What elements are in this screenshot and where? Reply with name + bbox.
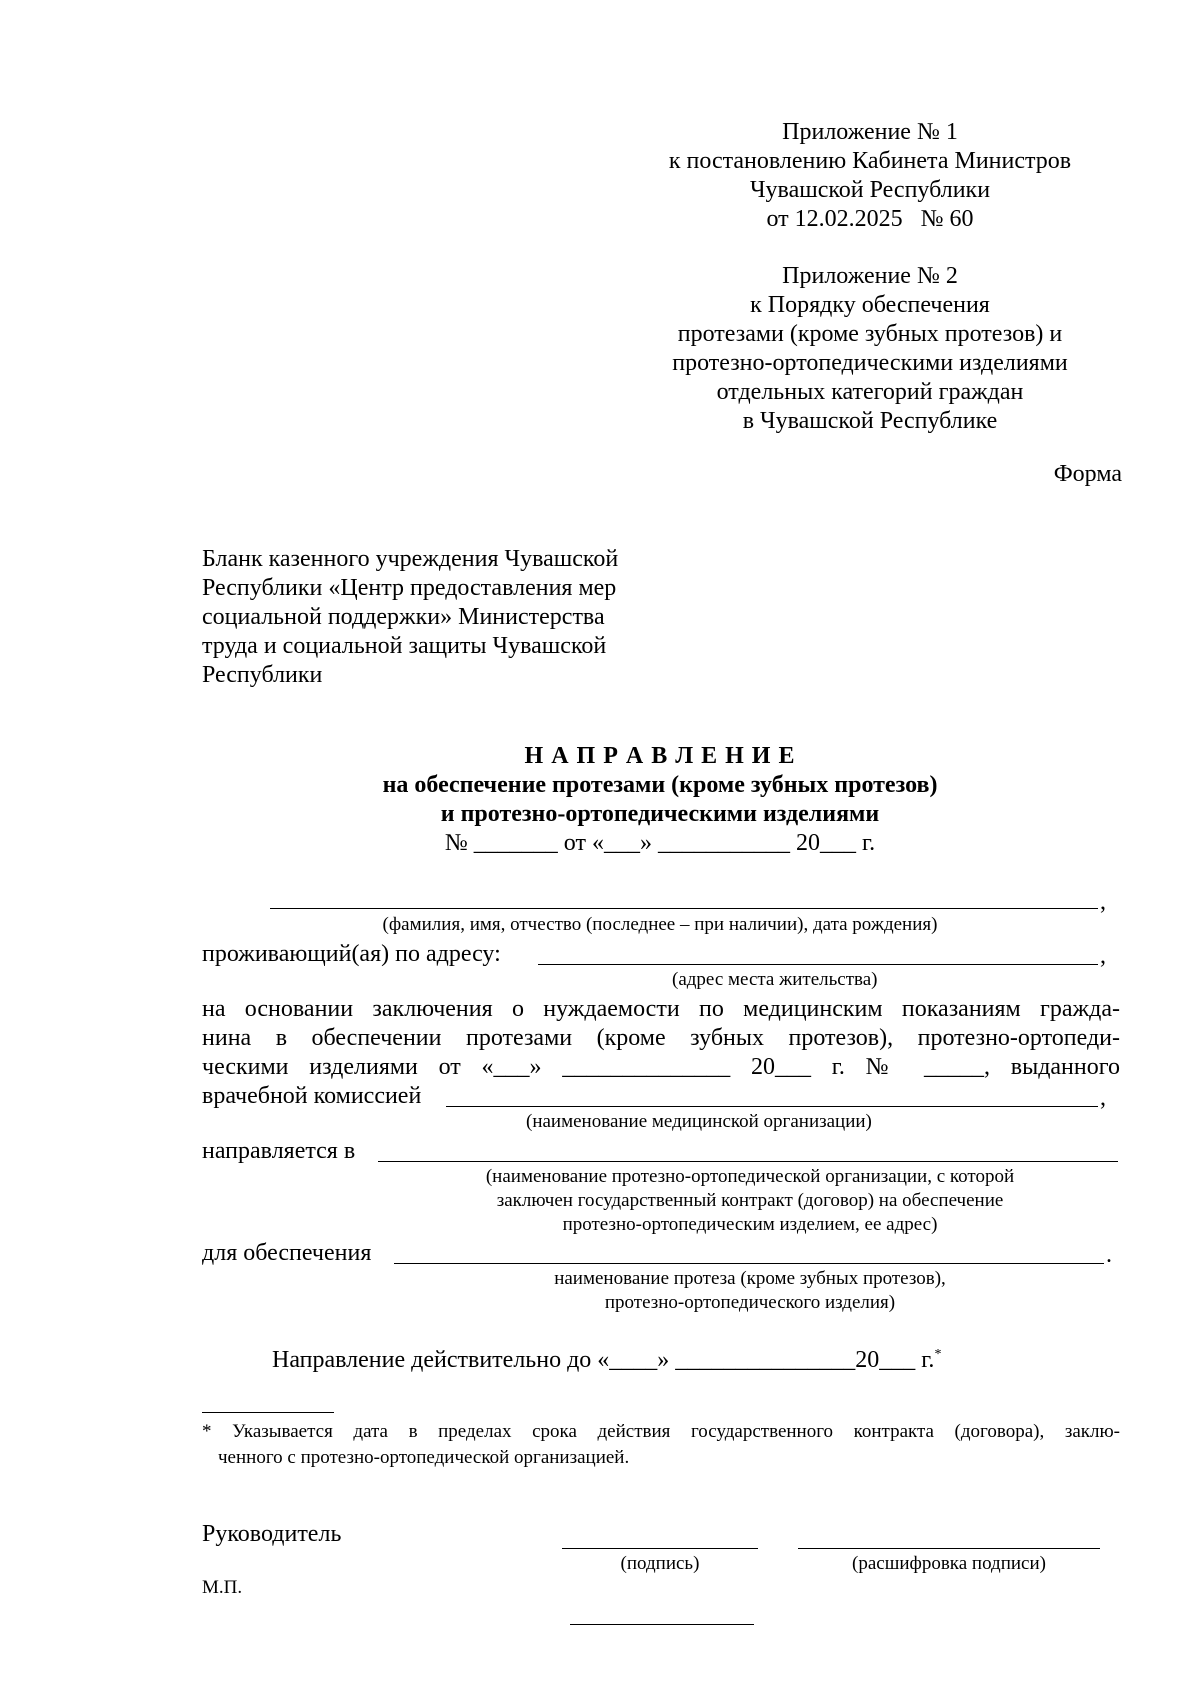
footnote-line1: * Указывается дата в пределах срока действия государственного контракта (договора), заклю-: [202, 1421, 1120, 1442]
commission-comma: ,: [1100, 1085, 1106, 1111]
title-line3: и протезно-ортопедическими изделиями: [440, 801, 880, 827]
fio-comma: ,: [1100, 889, 1106, 915]
head-label: Руководитель: [202, 1521, 342, 1547]
provide-period: .: [1106, 1242, 1112, 1268]
institution-line1: Бланк казенного учреждения Чувашской: [202, 546, 619, 572]
appendix2-line3: протезами (кроме зубных протезов) и: [677, 321, 1063, 347]
title-heading: Н А П Р А В Л Е Н И Е: [524, 743, 796, 769]
appendix1-block: [660, 118, 1080, 234]
fio-field-line[interactable]: [270, 908, 1098, 909]
address-label: проживающий(ая) по адресу:: [202, 941, 501, 967]
sent-label: направляется в: [202, 1138, 356, 1164]
decode-caption: (расшифровка подписи): [852, 1553, 1046, 1574]
commission-field-line[interactable]: [446, 1106, 1098, 1107]
title-number-line: № _______ от «___» ___________ 20___ г.: [444, 830, 876, 856]
footnote-line2: ченного с протезно-ортопедической организацией.: [218, 1447, 630, 1468]
form-label: Форма: [1053, 461, 1122, 487]
sent-caption-line3: протезно-ортопедическим изделием, ее адрес): [562, 1214, 938, 1235]
provide-label: для обеспечения: [202, 1240, 372, 1266]
valid-until-footnote-mark: *: [934, 1347, 942, 1362]
address-comma: ,: [1100, 943, 1106, 969]
appendix2-line4: протезно-ортопедическими изделиями: [672, 350, 1068, 376]
paragraph-line2: нина в обеспечении протезами (кроме зубных протезов), протезно-ортопеди-: [202, 1025, 1120, 1051]
sent-caption: [380, 1165, 1120, 1237]
paragraph-line1: на основании заключения о нуждаемости по медицинским показаниям гражда-: [202, 996, 1120, 1022]
document-title: [200, 742, 1120, 829]
address-field-line[interactable]: [538, 964, 1098, 965]
provide-caption-line1: наименование протеза (кроме зубных протезов),: [554, 1268, 946, 1289]
footnote-separator: [202, 1412, 334, 1413]
stamp-label: М.П.: [202, 1577, 243, 1598]
appendix2-line6: в Чувашской Республике: [742, 408, 998, 434]
institution-line5: Республики: [202, 662, 323, 688]
valid-until-line: [272, 1346, 941, 1375]
appendix1-line2: к постановлению Кабинета Министров: [668, 148, 1072, 174]
appendix2-block: [660, 262, 1080, 436]
institution-blank: [202, 545, 618, 690]
appendix2-line5: отдельных категорий граждан: [716, 379, 1024, 405]
appendix1-line3: Чувашской Республики: [749, 177, 991, 203]
paragraph-line3: ческими изделиями от «___» ______________ 20___ г. № _____, выданного: [202, 1054, 1120, 1080]
provide-field-line[interactable]: [394, 1263, 1104, 1264]
commission-label: врачебной комиссией: [202, 1083, 422, 1109]
fio-caption: (фамилия, имя, отчество (последнее – при наличии), дата рождения): [382, 914, 938, 935]
appendix1-date: от 12.02.2025 № 60: [766, 206, 974, 232]
sent-field-line[interactable]: [378, 1161, 1118, 1162]
institution-line4: труда и социальной защиты Чувашской: [202, 633, 607, 659]
sent-caption-line1: (наименование протезно-ортопедической организации, с которой: [485, 1166, 1015, 1187]
signature-caption: (подпись): [620, 1553, 700, 1574]
institution-line2: Республики «Центр предоставления мер: [202, 575, 617, 601]
provide-caption: [400, 1267, 1100, 1315]
valid-until-text: Направление действительно до «____» _______________20___ г.: [272, 1347, 935, 1373]
title-line2: на обеспечение протезами (кроме зубных протезов): [382, 772, 938, 798]
institution-line3: социальной поддержки» Министерства: [202, 604, 605, 630]
provide-caption-line2: протезно-ортопедического изделия): [604, 1292, 896, 1313]
appendix2-line2: к Порядку обеспечения: [750, 292, 990, 318]
appendix1-title: Приложение № 1: [782, 119, 958, 145]
appendix2-title: Приложение № 2: [782, 263, 958, 289]
decode-field-line[interactable]: [798, 1548, 1100, 1549]
address-caption: (адрес места жительства): [672, 969, 878, 990]
signature-field-line[interactable]: [562, 1548, 758, 1549]
bottom-line[interactable]: [570, 1624, 754, 1625]
sent-caption-line2: заключен государственный контракт (договор) на обеспечение: [496, 1190, 1004, 1211]
commission-caption: (наименование медицинской организации): [526, 1111, 872, 1132]
